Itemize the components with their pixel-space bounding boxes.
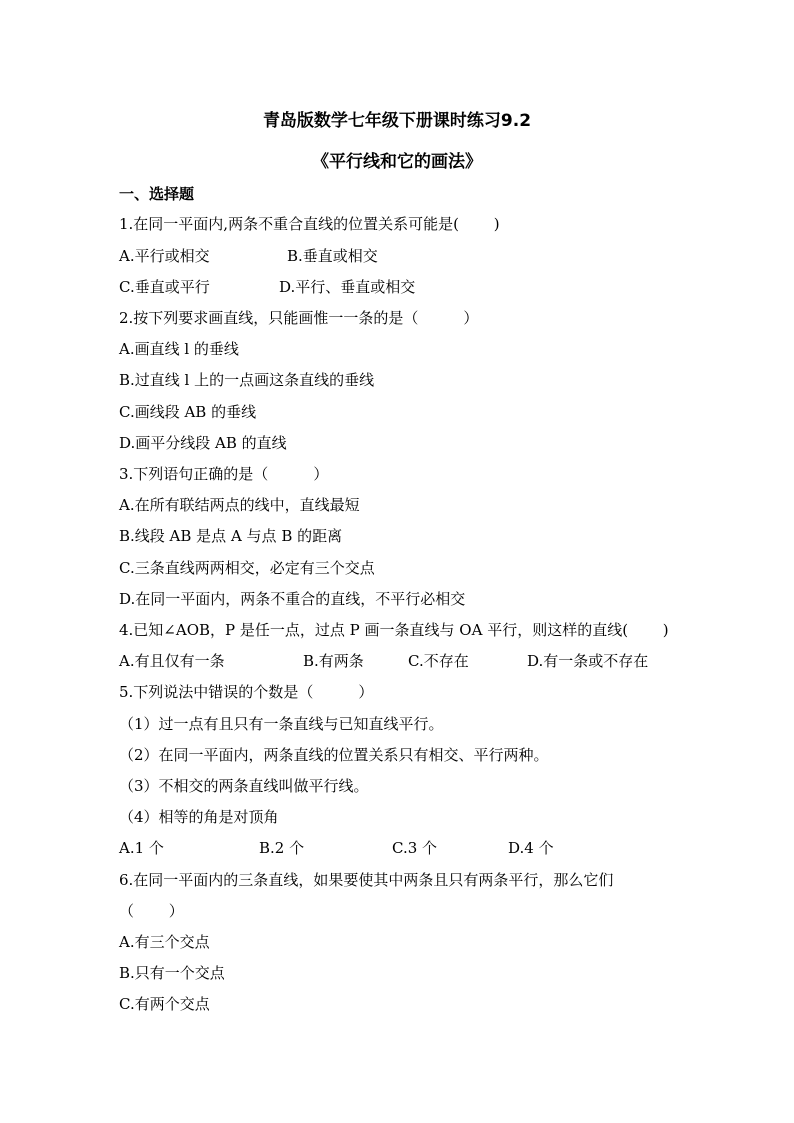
question-5-option-b: B.2 个 — [259, 839, 305, 857]
question-4-stem: 4.已知∠AOB，P 是任一点，过点 P 画一条直线与 OA 平行，则这样的直线( ) — [119, 621, 669, 639]
question-3-option-c: C.三条直线两两相交，必定有三个交点 — [119, 559, 375, 577]
question-5-option-a: A.1 个 — [119, 839, 164, 857]
question-3-option-a: A.在所有联结两点的线中，直线最短 — [119, 496, 360, 514]
question-2-option-b: B.过直线 l 上的一点画这条直线的垂线 — [119, 371, 375, 389]
question-3-stem: 3.下列语句正确的是（ ） — [119, 465, 329, 483]
question-5-stem: 5.下列说法中错误的个数是（ ） — [119, 683, 374, 701]
question-4-option-b: B.有两条 — [303, 652, 364, 670]
question-5-statement-4: （4）相等的角是对顶角 — [119, 808, 279, 826]
question-5-statement-3: （3）不相交的两条直线叫做平行线。 — [119, 777, 369, 795]
question-2-option-a: A.画直线 l 的垂线 — [119, 340, 239, 358]
question-6-stem: 6.在同一平面内的三条直线，如果要使其中两条且只有两条平行，那么它们 — [119, 871, 614, 889]
section-heading: 一、选择题 — [119, 185, 195, 203]
question-1-option-c: C.垂直或平行 — [119, 278, 210, 296]
question-1-option-d: D.平行、垂直或相交 — [279, 278, 416, 296]
question-6-option-a: A.有三个交点 — [119, 933, 210, 951]
question-1-option-b: B.垂直或相交 — [287, 247, 378, 265]
question-5-statement-1: （1）过一点有且只有一条直线与已知直线平行。 — [119, 715, 444, 733]
question-2-option-c: C.画线段 AB 的垂线 — [119, 403, 257, 421]
question-2-option-d: D.画平分线段 AB 的直线 — [119, 434, 287, 452]
question-6-option-c: C.有两个交点 — [119, 995, 210, 1013]
page-title: 青岛版数学七年级下册课时练习9.2 — [262, 111, 532, 131]
question-6-answer-blank: （ ） — [119, 902, 184, 920]
question-1-stem: 1.在同一平面内,两条不重合直线的位置关系可能是( ) — [119, 215, 500, 233]
question-1-option-a: A.平行或相交 — [119, 247, 210, 265]
question-5-statement-2: （2）在同一平面内，两条直线的位置关系只有相交、平行两种。 — [119, 746, 549, 764]
question-2-stem: 2.按下列要求画直线，只能画惟一一条的是（ ） — [119, 309, 479, 327]
page-subtitle: 《平行线和它的画法》 — [312, 152, 482, 172]
question-4-option-d: D.有一条或不存在 — [527, 652, 649, 670]
question-5-option-d: D.4 个 — [508, 839, 554, 857]
question-3-option-d: D.在同一平面内，两条不重合的直线，不平行必相交 — [119, 590, 466, 608]
question-4-option-c: C.不存在 — [408, 652, 469, 670]
question-5-option-c: C.3 个 — [392, 839, 438, 857]
question-3-option-b: B.线段 AB 是点 A 与点 B 的距离 — [119, 527, 343, 545]
question-4-option-a: A.有且仅有一条 — [119, 652, 225, 670]
question-6-option-b: B.只有一个交点 — [119, 964, 225, 982]
